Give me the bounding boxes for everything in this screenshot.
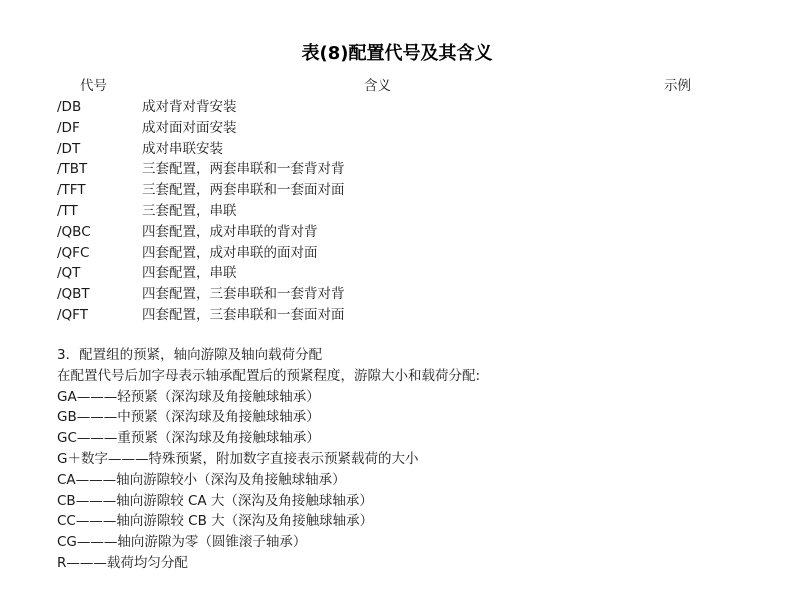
list-item: CC———轴向游隙较 CB 大（深沟及角接触球轴承） — [57, 513, 374, 530]
code-table — [57, 97, 757, 326]
header-meaning: 含义 — [364, 78, 391, 94]
section-heading: 3．配置组的预紧，轴向游隙及轴向载荷分配 — [57, 347, 323, 363]
section-intro: 在配置代号后加字母表示轴承配置后的预紧程度，游隙大小和载荷分配: — [57, 367, 481, 384]
row-meaning: 三套配置，两套串联和一套面对面 — [142, 182, 345, 199]
row-meaning: 成对面对面安装 — [142, 119, 237, 136]
row-code: /DT — [57, 140, 81, 157]
row-meaning: 四套配置，三套串联和一套背对背 — [142, 286, 345, 303]
row-code: /QBT — [57, 286, 90, 303]
table-row — [57, 243, 757, 264]
row-code: /TBT — [57, 161, 88, 178]
row-meaning: 四套配置，三套串联和一套面对面 — [142, 306, 345, 323]
table-row — [57, 222, 757, 243]
row-code: /QBC — [57, 223, 91, 240]
list-item: G＋数字———特殊预紧，附加数字直接表示预紧载荷的大小 — [57, 450, 419, 467]
list-item: GB———中预紧（深沟球及角接触球轴承） — [57, 409, 320, 426]
table-row — [57, 263, 757, 284]
row-code: /TT — [57, 202, 78, 219]
table-row — [57, 284, 757, 305]
table-header — [0, 76, 794, 96]
list-item: GC———重预紧（深沟球及角接触球轴承） — [57, 430, 320, 447]
row-code: /QFT — [57, 306, 88, 323]
row-meaning: 成对背对背安装 — [142, 99, 237, 115]
table-row — [57, 97, 757, 118]
row-code: /QT — [57, 265, 81, 282]
row-meaning: 四套配置，串联 — [142, 265, 237, 282]
row-meaning: 三套配置，串联 — [142, 202, 237, 219]
list-item: CG———轴向游隙为零（圆锥滚子轴承） — [57, 534, 307, 551]
table-row — [57, 305, 757, 326]
list-item: R———载荷均匀分配 — [57, 554, 188, 571]
row-meaning: 四套配置，成对串联的面对面 — [142, 244, 318, 261]
list-item: GA———轻预紧（深沟球及角接触球轴承） — [57, 388, 320, 405]
header-code: 代号 — [80, 78, 107, 94]
header-example: 示例 — [664, 78, 691, 94]
table-row — [57, 159, 757, 180]
section-preload — [57, 345, 777, 574]
table-row — [57, 180, 757, 201]
row-code: /DF — [57, 119, 80, 136]
row-code: /DB — [57, 99, 82, 115]
table-row — [57, 201, 757, 222]
page-title: 表(8)配置代号及其含义 — [301, 43, 493, 64]
row-code: /QFC — [57, 244, 90, 261]
row-meaning: 三套配置，两套串联和一套背对背 — [142, 161, 345, 178]
row-meaning: 成对串联安装 — [142, 140, 223, 157]
table-row — [57, 118, 757, 139]
table-row — [57, 139, 757, 160]
list-item: CB———轴向游隙较 CA 大（深沟及角接触球轴承） — [57, 492, 373, 509]
row-code: /TFT — [57, 182, 86, 199]
row-meaning: 四套配置，成对串联的背对背 — [142, 223, 318, 240]
list-item: CA———轴向游隙较小（深沟及角接触球轴承） — [57, 471, 346, 488]
